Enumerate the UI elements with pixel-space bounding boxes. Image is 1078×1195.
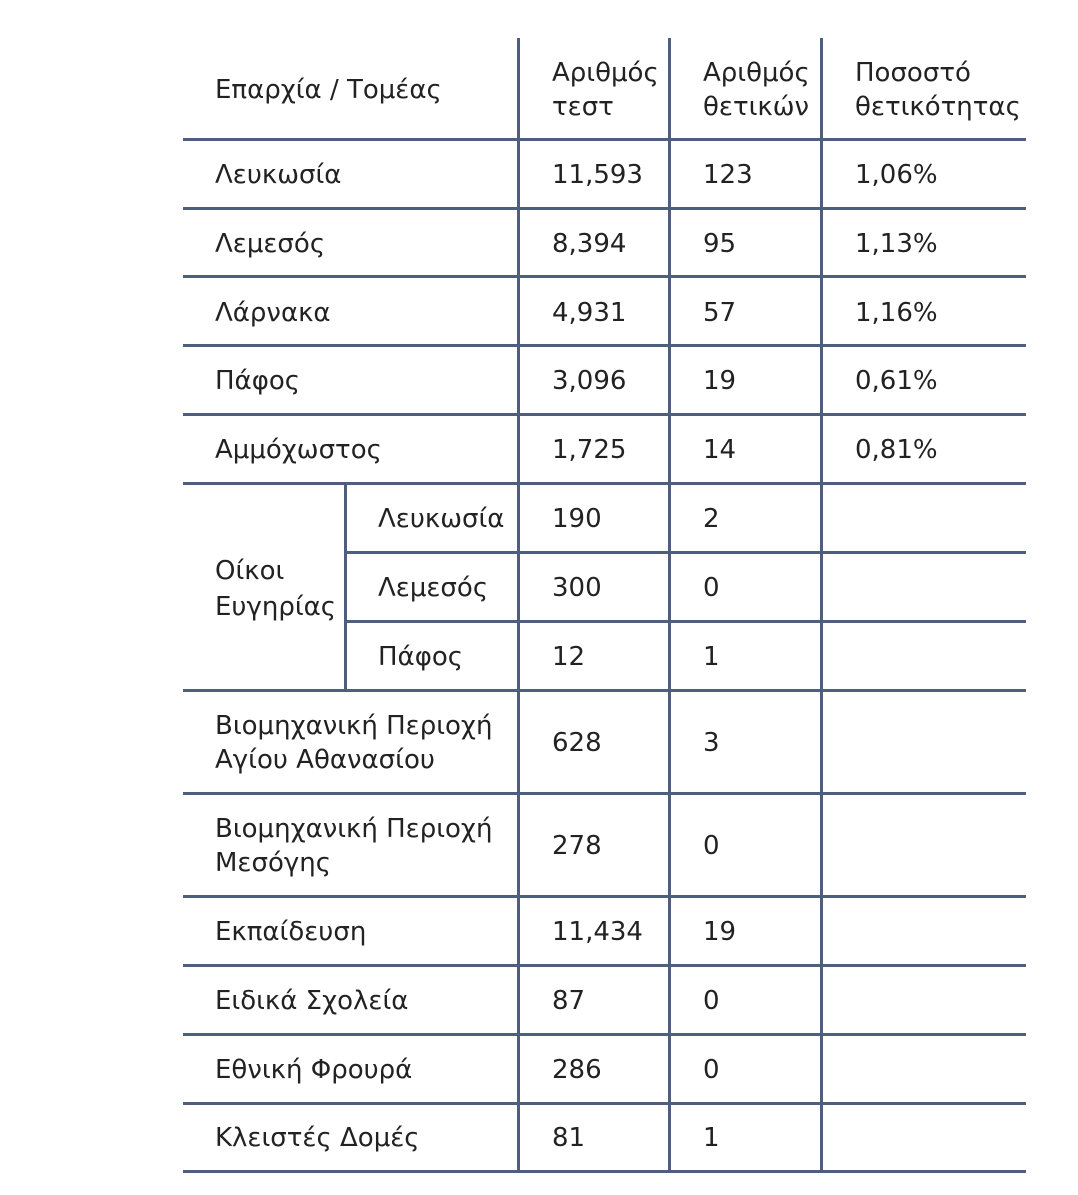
sector-name-line2: Μεσόγης <box>215 848 331 878</box>
district-rate: 1,13% <box>855 229 938 259</box>
sector-name-line1: Βιομηχανική Περιοχή <box>215 711 493 741</box>
care-home-name: Πάφος <box>378 642 464 672</box>
district-positives: 123 <box>703 160 753 190</box>
district-tests: 4,931 <box>552 298 627 328</box>
district-name: Λάρνακα <box>215 298 331 328</box>
district-rate: 1,16% <box>855 298 938 328</box>
row-divider <box>183 482 1026 485</box>
district-rate: 1,06% <box>855 160 938 190</box>
header-tests-line2: τεστ <box>552 92 614 122</box>
sector-name: Εθνική Φρουρά <box>215 1055 413 1085</box>
row-divider <box>183 138 1026 141</box>
sector-tests: 81 <box>552 1123 586 1153</box>
header-region: Επαρχία / Τομέας <box>215 75 442 105</box>
row-divider <box>183 207 1026 210</box>
care-homes-divider <box>344 484 347 690</box>
row-divider <box>183 1170 1026 1173</box>
header-positives-line2: θετικών <box>703 92 810 122</box>
district-rate: 0,61% <box>855 366 938 396</box>
district-positives: 57 <box>703 298 737 328</box>
row-divider <box>183 413 1026 416</box>
care-home-positives: 1 <box>703 642 720 672</box>
district-name: Αμμόχωστος <box>215 435 382 465</box>
district-tests: 8,394 <box>552 229 627 259</box>
sector-tests: 87 <box>552 986 586 1016</box>
row-divider <box>183 1102 1026 1105</box>
header-rate-line1: Ποσοστό <box>855 58 971 88</box>
sector-name-line1: Βιομηχανική Περιοχή <box>215 814 493 844</box>
sector-positives: 3 <box>703 728 720 758</box>
care-home-tests: 12 <box>552 642 586 672</box>
district-rate: 0,81% <box>855 435 938 465</box>
sector-name: Ειδικά Σχολεία <box>215 986 409 1016</box>
sector-name: Κλειστές Δομές <box>215 1123 420 1153</box>
sector-name: Εκπαίδευση <box>215 917 367 947</box>
care-home-tests: 300 <box>552 573 602 603</box>
district-positives: 95 <box>703 229 737 259</box>
header-positives-line1: Αριθμός <box>703 58 810 88</box>
row-divider <box>183 689 1026 692</box>
sector-name-line2: Αγίου Αθανασίου <box>215 745 435 775</box>
care-homes-label-line2: Ευγηρίας <box>215 592 337 622</box>
sector-positives: 0 <box>703 1055 720 1085</box>
row-divider <box>183 895 1026 898</box>
row-divider <box>183 275 1026 278</box>
sector-tests: 278 <box>552 831 602 861</box>
header-tests-line1: Αριθμός <box>552 58 659 88</box>
row-divider <box>346 620 1026 623</box>
sector-positives: 1 <box>703 1123 720 1153</box>
sector-positives: 19 <box>703 917 737 947</box>
care-home-positives: 0 <box>703 573 720 603</box>
care-homes-label-line1: Οίκοι <box>215 556 285 586</box>
district-name: Λευκωσία <box>215 160 342 190</box>
header-rate-line2: θετικότητας <box>855 92 1021 122</box>
sector-tests: 11,434 <box>552 917 643 947</box>
row-divider <box>183 344 1026 347</box>
district-positives: 19 <box>703 366 737 396</box>
row-divider <box>183 792 1026 795</box>
care-home-name: Λεμεσός <box>378 573 489 603</box>
row-divider <box>183 964 1026 967</box>
row-divider <box>183 1033 1026 1036</box>
care-home-tests: 190 <box>552 504 602 534</box>
district-tests: 1,725 <box>552 435 627 465</box>
district-name: Πάφος <box>215 366 301 396</box>
row-divider <box>346 551 1026 554</box>
district-tests: 3,096 <box>552 366 627 396</box>
sector-positives: 0 <box>703 831 720 861</box>
district-tests: 11,593 <box>552 160 643 190</box>
sector-tests: 286 <box>552 1055 602 1085</box>
sector-positives: 0 <box>703 986 720 1016</box>
district-positives: 14 <box>703 435 737 465</box>
care-home-name: Λευκωσία <box>378 504 505 534</box>
district-name: Λεμεσός <box>215 229 326 259</box>
sector-tests: 628 <box>552 728 602 758</box>
care-home-positives: 2 <box>703 504 720 534</box>
